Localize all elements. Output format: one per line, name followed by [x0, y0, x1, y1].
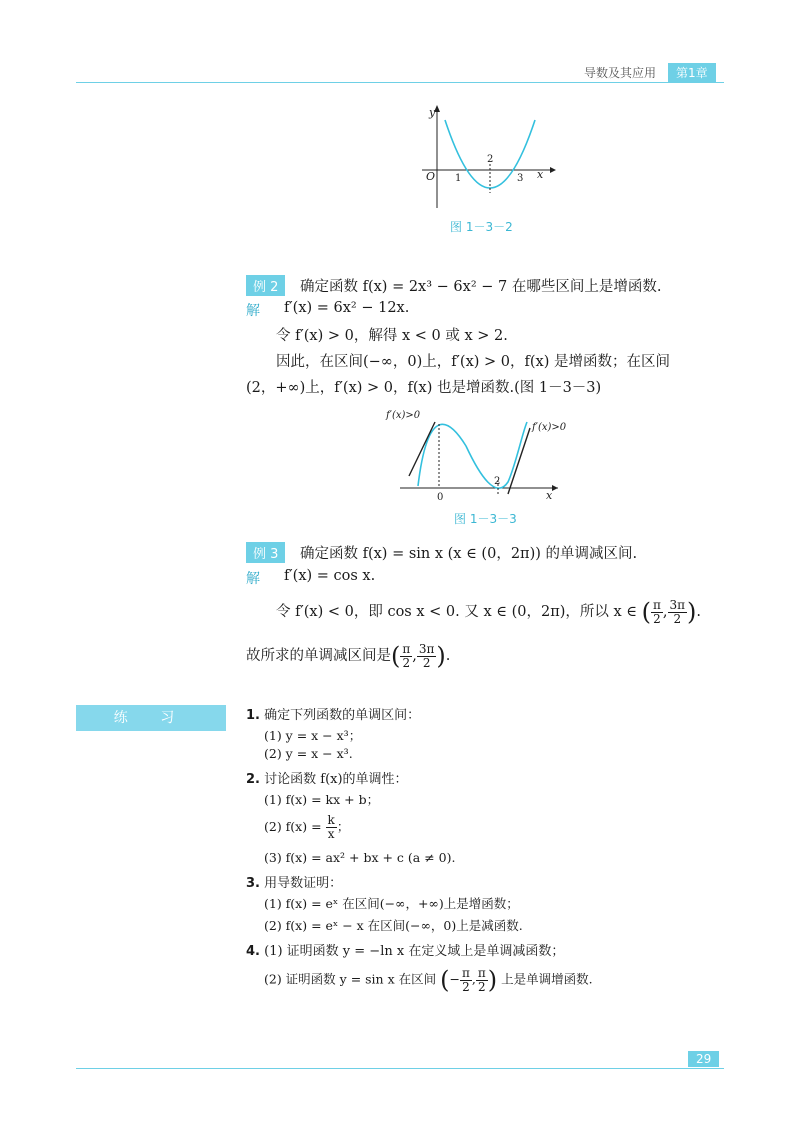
right-derivative-label: f′(x)>0 — [532, 422, 567, 433]
fraction-k-over-x — [326, 814, 337, 841]
fraction-pi-over-2 — [651, 599, 663, 626]
y-axis-label: y — [429, 106, 436, 119]
fraction-denominator: 2 — [462, 979, 470, 994]
solution-label: 解 — [246, 303, 260, 319]
exercise-subitem: (3) f(x) = ax² + bx + c (a ≠ 0). — [264, 850, 456, 865]
x-axis-arrow — [552, 485, 558, 491]
figure-caption: 图 1－3－2 — [450, 220, 513, 234]
fraction-denominator: 2 — [653, 611, 661, 626]
fraction-denominator: 2 — [673, 611, 682, 626]
interval-open-paren: ( — [391, 642, 401, 670]
exercise-text: 确定下列函数的单调区间： — [264, 708, 421, 723]
x-axis-arrow — [550, 167, 556, 173]
exercise-item — [246, 768, 408, 787]
fraction-numerator: 3π — [669, 597, 686, 612]
chapter-title: 导数及其应用 — [584, 66, 657, 80]
tick-label: 2 — [494, 476, 501, 487]
solution-line: f′(x) = 6x² − 12x. — [284, 300, 410, 316]
fraction-denominator: 2 — [477, 979, 486, 994]
fraction-pi-over-2 — [400, 643, 412, 670]
conclusion-text: 故所求的单调减区间是 — [246, 648, 391, 664]
fraction-sign: − — [449, 971, 460, 987]
fraction-pi-over-2 — [476, 967, 488, 994]
subitem-text: (2) 证明函数 y = sin x 在区间 — [264, 971, 437, 987]
tick-label: 2 — [487, 154, 494, 165]
example-tag: 例 3 — [246, 542, 285, 563]
exercise-item — [246, 704, 420, 723]
exercise-subitem: (2) y = x − x³. — [264, 746, 353, 761]
solution-label: 解 — [246, 571, 260, 587]
fraction-numerator: k — [327, 813, 335, 827]
fraction-3pi-over-2 — [668, 599, 688, 626]
interval-open-paren: ( — [641, 598, 651, 626]
exercise-subitem — [264, 814, 349, 841]
exercise-subitem: (2) f(x) = eˣ − x 在区间(−∞，0)上是减函数. — [264, 918, 523, 933]
exercise-number: 3. — [246, 876, 260, 891]
solution-line: (2，+∞)上，f′(x) > 0，f(x) 也是增函数.(图 1－3－3) — [246, 380, 602, 396]
solution-line: 因此，在区间(−∞，0)上，f′(x) > 0，f(x) 是增函数；在区间 — [276, 354, 670, 370]
footer-rule — [76, 1068, 724, 1069]
tangent-line-right — [508, 428, 530, 494]
solution-text: 令 f′(x) < 0，即 cos x < 0. 又 x ∈ (0，2π)，所以 x ∈ — [276, 604, 638, 620]
tick-label: 1 — [455, 173, 462, 184]
exercise-number: 4. — [246, 944, 260, 959]
exercise-text: 讨论函数 f(x)的单调性： — [264, 772, 408, 787]
fraction-numerator: π — [461, 965, 470, 980]
left-derivative-label: f′(x)>0 — [386, 410, 421, 421]
example-tag: 例 2 — [246, 275, 285, 296]
exercise-number: 2. — [246, 772, 260, 787]
header-rule — [76, 82, 724, 83]
exercise-subitem: (1) y = x − x³； — [264, 728, 362, 743]
fraction-denominator: 2 — [402, 655, 411, 670]
interval-close-paren: ) — [436, 642, 446, 670]
subitem-tail: ； — [336, 819, 350, 834]
exercise-subitem: (1) f(x) = kx + b； — [264, 792, 380, 807]
cubic-curve — [418, 422, 527, 488]
tick-label: 0 — [437, 492, 444, 503]
solution-line: 令 f′(x) < 0，即 cos x < 0. 又 x ∈ (0，2π)，所以 x ∈ ( $\frac{\pi}{2}$ , $\frac{3\pi}{2}$ ). — [276, 597, 702, 626]
x-axis-label: x — [546, 489, 553, 502]
fraction-denominator: x — [327, 827, 335, 841]
conclusion-line: 故所求的单调减区间是( $\frac{\pi}{2}$ , $\frac{3\pi}{2}$ ). — [246, 641, 451, 670]
exercise-item — [246, 940, 564, 959]
fraction-denominator: 2 — [422, 655, 431, 670]
tangent-line-left — [409, 422, 435, 476]
interval-open-paren: ( — [440, 966, 450, 994]
practice-banner: 练 习 — [76, 705, 226, 731]
interval-close-paren: ) — [487, 966, 498, 994]
fraction-numerator: π — [402, 641, 411, 656]
figure-caption: 图 1－3－3 — [454, 512, 517, 526]
x-axis-label: x — [537, 168, 544, 181]
exercise-subitem: (1) f(x) = eˣ 在区间(−∞，+∞)上是增函数； — [264, 896, 519, 911]
interval-close-paren: ) — [687, 598, 697, 626]
exercise-text: 用导数证明： — [264, 876, 343, 891]
solution-line: 令 f′(x) > 0，解得 x < 0 或 x > 2. — [276, 328, 508, 344]
exercise-number: 1. — [246, 708, 260, 723]
fraction-numerator: 3π — [418, 641, 435, 656]
fraction-pi-over-2 — [460, 967, 472, 994]
figure-parabola — [410, 98, 560, 213]
example-question: 确定函数 f(x) = sin x (x ∈ (0，2π)) 的单调减区间. — [300, 546, 638, 562]
subitem-text: (2) f(x) = — [264, 819, 322, 834]
tick-label: 3 — [517, 173, 524, 184]
fraction-numerator: π — [653, 597, 661, 612]
exercise-item — [246, 872, 342, 891]
example-question: 确定函数 f(x) = 2x³ − 6x² − 7 在哪些区间上是增函数. — [300, 279, 662, 295]
fraction-numerator: π — [477, 965, 486, 980]
section-badge: 第1章 — [668, 63, 716, 82]
exercise-subitem: (2) 证明函数 y = sin x 在区间 (− $\frac{\pi}{2}$ , $\frac{\pi}{2}$ ) 上是单调增函数. — [264, 965, 593, 994]
fraction-3pi-over-2 — [417, 643, 437, 670]
solution-line: f′(x) = cos x. — [284, 568, 376, 584]
origin-label: O — [426, 170, 436, 183]
subitem-tail: 上是单调增函数. — [501, 971, 593, 987]
page-number: 29 — [688, 1051, 719, 1067]
figure-cubic — [380, 404, 580, 504]
exercise-text: (1) 证明函数 y = −ln x 在定义域上是单调减函数； — [264, 944, 565, 959]
